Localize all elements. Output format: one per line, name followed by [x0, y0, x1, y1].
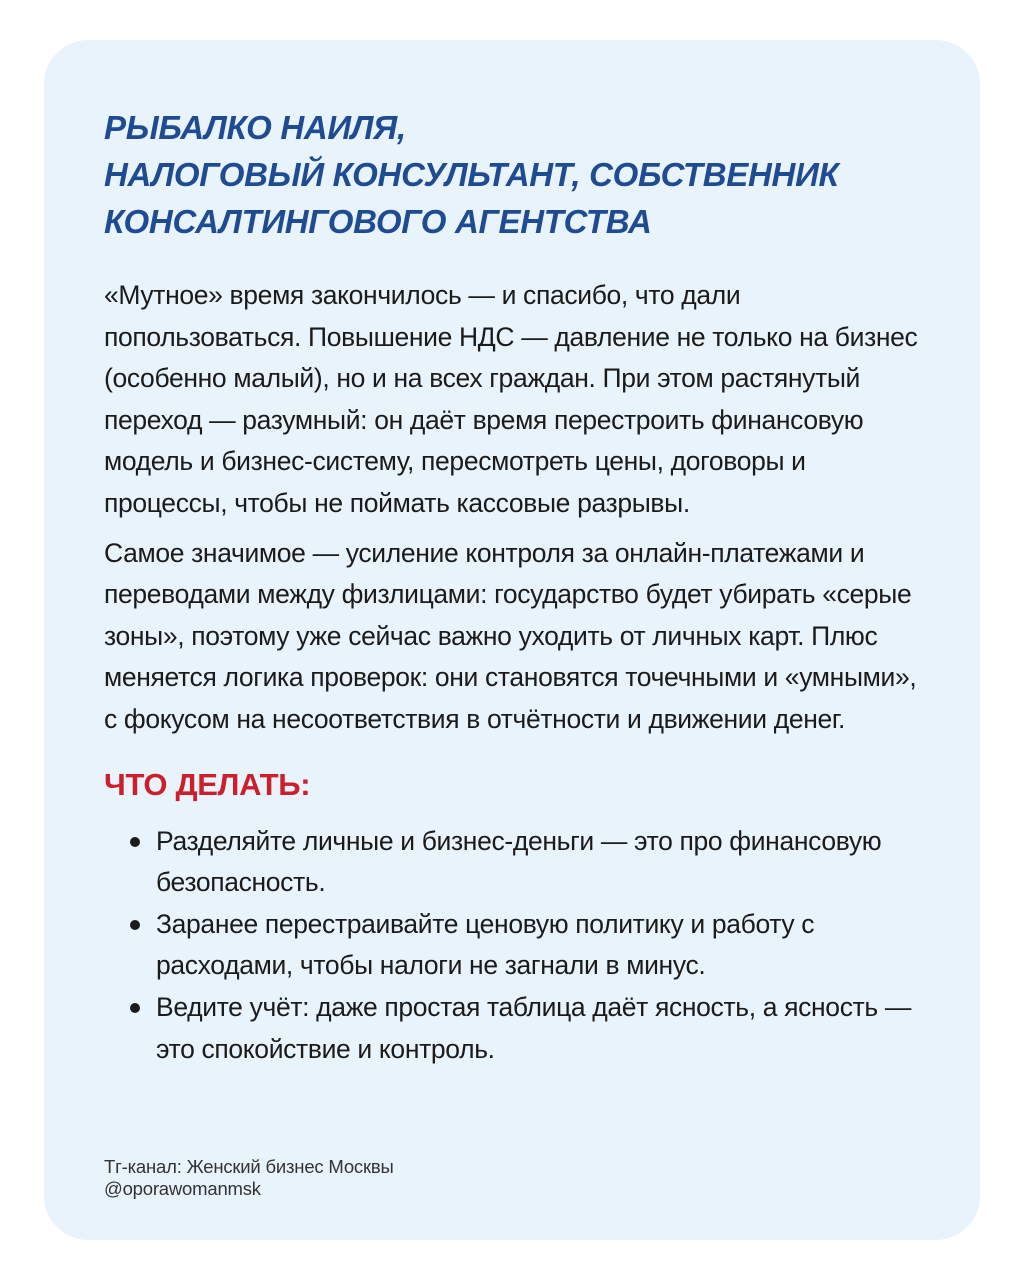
quote-card [44, 40, 980, 1240]
footer-handle: @oporawomanmsk [104, 1178, 261, 1199]
section-title-what-to-do: ЧТО ДЕЛАТЬ: [104, 766, 311, 802]
list-item [104, 904, 920, 987]
list-item [104, 987, 920, 1070]
list-item-text: Заранее перестраивайте ценовую политику и работу с расходами, чтобы налоги не загнали в минус. [156, 908, 815, 981]
bullet-icon [130, 1003, 140, 1013]
list-item-text: Разделяйте личные и бизнес-деньги — это про финансовую безопасность. [156, 825, 882, 898]
footer-credits [104, 1156, 394, 1200]
bullet-icon [130, 837, 140, 847]
bullet-icon [130, 920, 140, 930]
author-heading [104, 104, 920, 245]
author-role-continued: КОНСАЛТИНГОВОГО АГЕНТСТВА [104, 203, 652, 240]
author-role: НАЛОГОВЫЙ КОНСУЛЬТАНТ, СОБСТВЕННИК [104, 156, 839, 193]
body-paragraph-2: Самое значимое — усиление контроля за онлайн-платежами и переводами между физлицами: государство будет убирать «серые зоны», поэтому уже сейчас важно уходить от личных карт. Плюс меняется логика проверок: они становятся точечными и «умными», с фокусом на несоответствия в отчётности и движении денег. [104, 537, 917, 734]
list-item-text: Ведите учёт: даже простая таблица даёт ясность, а ясность — это спокойствие и контроль. [156, 991, 912, 1064]
list-item [104, 821, 920, 904]
body-paragraph-1: «Мутное» время закончилось — и спасибо, что дали попользоваться. Повышение НДС — давление не только на бизнес (особенно малый), но и на всех граждан. При этом растянутый переход — разумный: он даёт время перестроить финансовую модель и бизнес-систему, пересмотреть цены, договоры и процессы, чтобы не поймать кассовые разрывы. [104, 280, 918, 518]
advice-list [104, 821, 920, 1071]
footer-channel: Тг-канал: Женский бизнес Москвы [104, 1156, 394, 1177]
author-name: РЫБАЛКО НАИЛЯ, [104, 109, 406, 146]
